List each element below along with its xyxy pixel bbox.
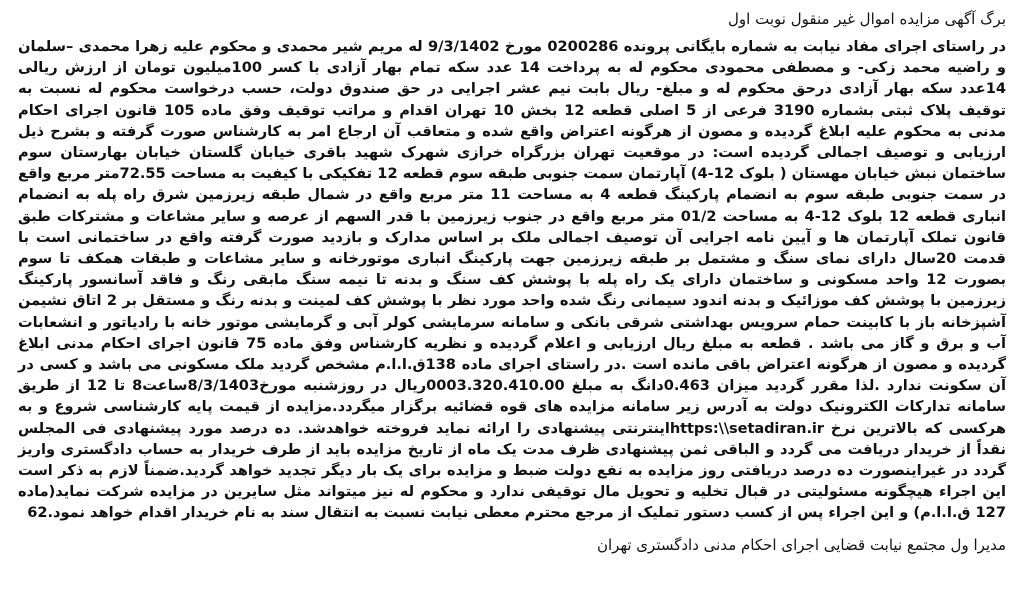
notice-signature: مدیرا ول مجتمع نیابت قضایی اجرای احکام مدنی دادگستری تهران bbox=[596, 535, 1006, 554]
notice-body: در راستای اجرای مفاد نیابت به شماره بایگانی پرونده 0200286 مورخ 9/3/1402 له مریم شیر محمدی و محکوم علیه زهرا محمدی –سلمان و راضیه محمد زکی- و مصطفی محمودی محکوم له به پرداخت 14 عدد سکه تمام بهار آزادی با کسر 100میلیون تومان از ارزش ریالی 14عدد سکه بهار آزادی درحق محکوم له و مبلغ- ریال بابت نیم عشر اجرایی در حق صندوق دولت، حسب درخواست محکوم له نسبت به توقیف پلاک ثبتی بشماره 3190 فرعی از 5 اصلی قطعه 12 بخش 10 تهران اقدام و مراتب توقیف وفق ماده 105 قانون اجرای احکام مدنی به محکوم علیه ابلاغ گردیده و مصون از هرگونه اعتراض واقع شده و متعاقب آن ارجاع امر به کارشناس صورت گرفته و بشرح ذیل ارزیابی و توصیف اجمالی گردیده است: در موقعیت تهران بزرگراه خرازی شهرک شهید باقری خیابان گلستان خیابان بهارستان سوم ساختمان نبش خیابان مهستان ( بلوک 12-4) آپارتمان سمت جنوبی طبقه سوم قطعه 12 تفکیکی با کیفیت به مساحت 72.55متر مربع واقع در سمت جنوبی طبقه سوم به انضمام پارکینگ قطعه 4 به مساحت 11 متر مربع واقع در شمال طبقه زیرزمین شرق راه پله به انضمام انباری قطعه 12 بلوک 12-4 به مساحت 01/2 متر مربع واقع در جنوب زیرزمین با قدر السهم از عرصه و سایر مشاعات و مشترکات طبق قانون تملک آپارتمان ها و آیین نامه اجرایی آن توصیف اجمالی ملک بر اساس مدارک و بازدید صورت گرفته واقع در ساختمانی است با قدمت 20سال دارای نمای سنگ و مشتمل بر طبقه زیرزمین جهت پارکینگ انباری موتورخانه و سایر مشاعات و طبقات همکف تا سوم بصورت 12 واحد مسکونی و ساختمان دارای یک راه پله با پوشش کف سنگ و بدنه تا نیمه سنگ مابقی رنگ و فاقد آسانسور پارکینگ زیرزمین با پوشش کف موزائیک و بدنه اندود سیمانی رنگ شده واحد مورد نظر با پوشش کف لمینت و بدنه رنگ و مستقل بر 2 اتاق نشیمن آشپزخانه باز با کابینت حمام سرویس بهداشتی شرقی بانکی و سامانه سرمایشی کولر آبی و گرمایشی موتور خانه با رادیاتور و انشعابات آب و برق و گاز می باشد . قطعه به مبلغ ریال ارزیابی و اعلام گردیده و نظریه کارشناس وفق ماده 75 قانون اجرای احکام مدنی ابلاغ گردیده و مصون از هرگونه اعتراض باقی مانده است .در راستای اجرای ماده 138ق.ا.ا.م مشخص گردید ملک مسکونی می باشد و کسی در آن سکونت ندارد .لذا مقرر گردید میزان 0.463دانگ به مبلغ 0003.320.410.00ریال در روزشنبه مورخ8/3/1403ساعت8 تا 12 از طریق سامانه تدارکات الکترونیک دولت به آدرس زیر سامانه مزایده های قوه قضائیه برگزار میگردد.مزایده از قیمت پایه کارشناسی شروع و به هرکسی که بالاترین نرخ https:\\setadiran.irاینترنتی پیشنهادی را ارائه نماید فروخته خواهدشد. ده درصد مورد پیشنهادی فی المجلس نقداً از خریدار دریافت می گردد و الباقی ثمن پیشنهادی ظرف مدت یک ماه از تاریخ مزایده باید از طرف خریدار به حساب دادگستری واریز گردد در غیراینصورت ده درصد دریافتی روز مزایده به نفع دولت ضبط و مزایده برای یک بار دیگر تجدید خواهد گردید.ضمناً لازم به ذکر است این اجراء هیچگونه مسئولیتی در قبال تخلیه و تحویل مال توقیفی ندارد و محکوم له نیز میتواند مثل سایرین در مزایده شرکت نماید(ماده 127 ق.ا.ا.م) و این اجراء پس از کسب دستور تملیک از مرجع محترم معطی نیابت نسبت به انتقال سند به نام خریدار اقدام خواهد نمود.62 bbox=[18, 38, 1007, 522]
notice-title: برگ آگهی مزایده اموال غیر منقول نوبت اول bbox=[728, 10, 1006, 28]
